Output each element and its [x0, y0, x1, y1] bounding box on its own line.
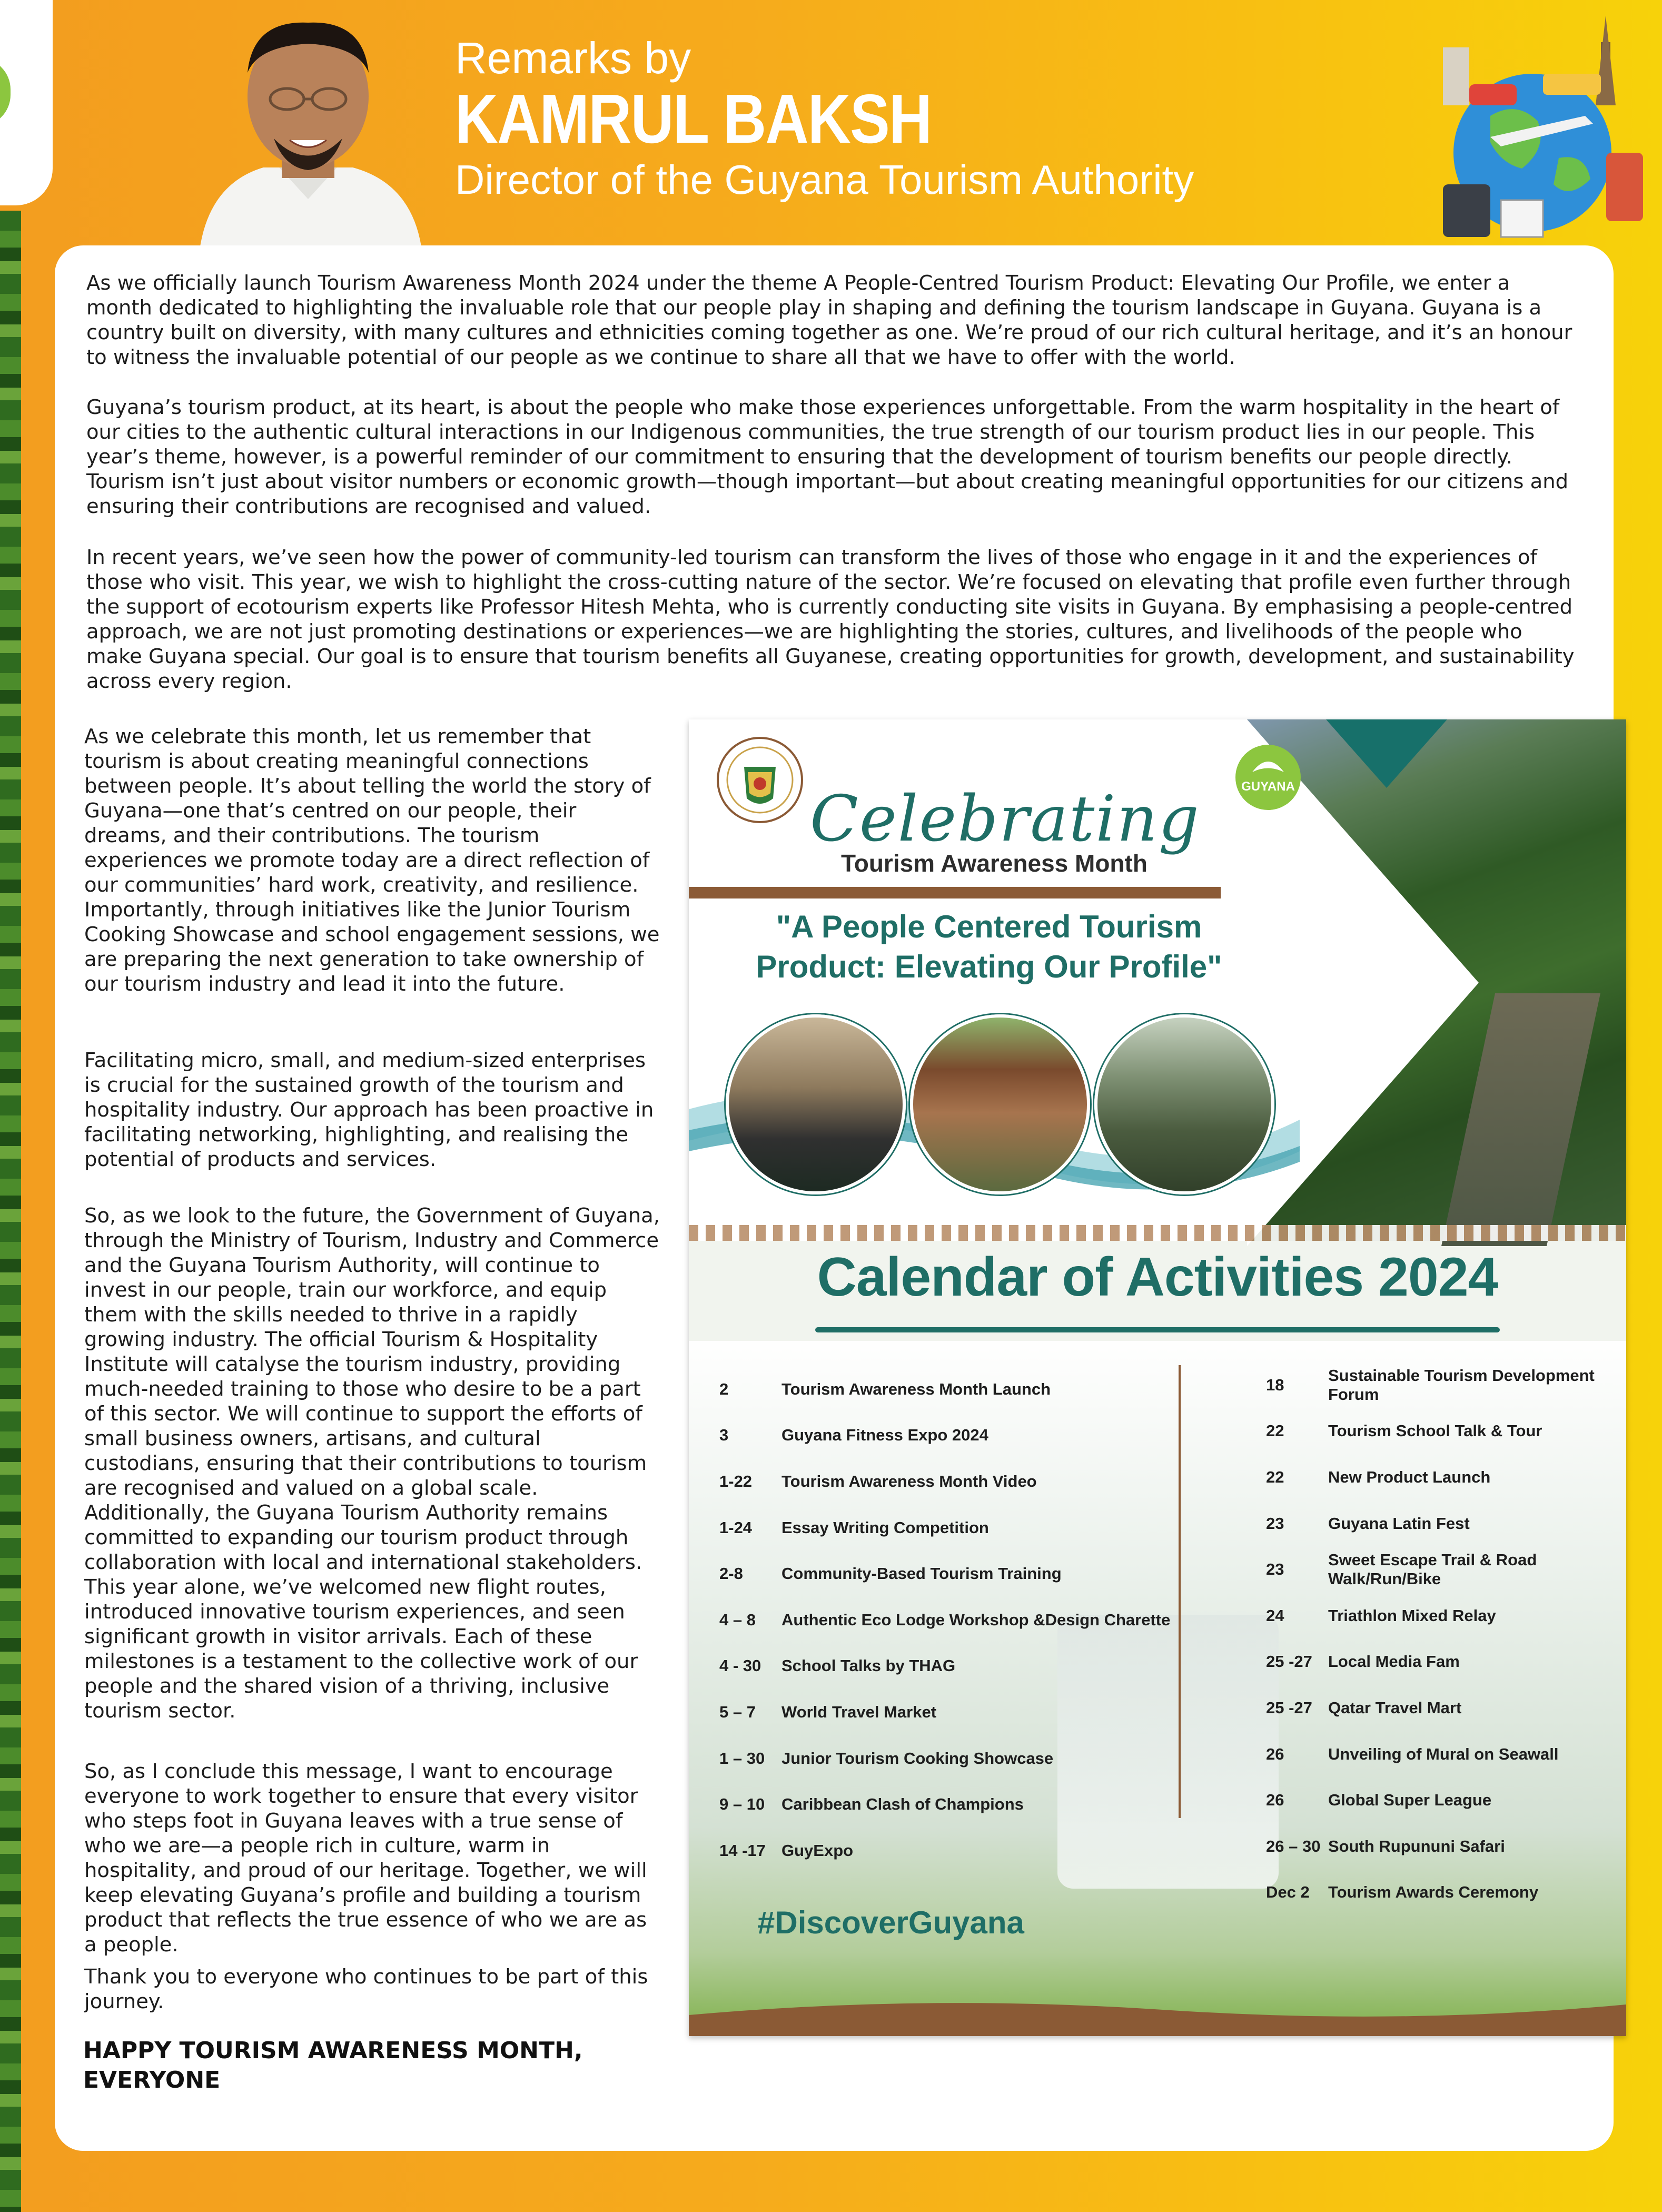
event-date: 9 – 10 [719, 1795, 765, 1814]
paragraph-thanks: Thank you to everyone who continues to be part of this journey. [84, 1965, 648, 2013]
event-name: Caribbean Clash of Champions [781, 1795, 1024, 1814]
event-name: Sweet Escape Trail & Road Walk/Run/Bike [1328, 1551, 1537, 1588]
calendar-row [1266, 1454, 1624, 1500]
event-date: Dec 2 [1266, 1883, 1310, 1902]
calendar-row [1266, 1823, 1624, 1870]
event-date: 4 - 30 [719, 1656, 761, 1675]
event-name: GuyExpo [781, 1841, 854, 1860]
teal-triangle [1326, 719, 1447, 788]
paragraph-product: Guyana’s tourism product, at its heart, is about the people who make those experiences unforgettable. From the warm hospitality in the heart of our cities to the authentic cultural interactions in our Indigenous communities, the true strength of our tourism product lies in our people. This year’s theme, however, is a powerful reminder of our commitment to ensuring that the development of tourism benefits our people directly. Tourism isn’t just about visitor numbers or economic growth—though important—but about creating meaningful opportunities for our citizens and ensuring their contributions are recognised and valued. [86, 396, 1569, 518]
event-name: School Talks by THAG [781, 1656, 956, 1675]
event-name: World Travel Market [781, 1702, 937, 1721]
calendar-title: Calendar of Activities 2024 [817, 1247, 1498, 1308]
event-name: Guyana Fitness Expo 2024 [781, 1426, 988, 1445]
travel-globe-illustration [1411, 11, 1654, 242]
calendar-row [719, 1643, 1172, 1690]
event-name: Tourism School Talk & Tour [1328, 1421, 1542, 1440]
remarks-label: Remarks by [455, 33, 691, 83]
calendar-row [1266, 1500, 1624, 1547]
event-name: Unveiling of Mural on Seawall [1328, 1744, 1559, 1763]
paragraph-conclude: So, as I conclude this message, I want to encourage everyone to work together to ensure that every visitor who steps foot in Guyana leaves with a true sense of who we are—a people rich in culture, warm in hospitality, and proud of our heritage. Together, we will keep elevating Guyana’s profile and building a tourism product that reflects the true essence of who we are as a people. [84, 1760, 647, 1957]
event-date: 1-22 [719, 1472, 753, 1490]
event-date: 5 – 7 [719, 1702, 756, 1721]
celebrating-script: Celebrating [810, 783, 1200, 856]
event-name: Global Super League [1328, 1791, 1492, 1810]
event-date: 2 [719, 1379, 729, 1398]
event-name: Junior Tourism Cooking Showcase [781, 1749, 1054, 1767]
event-name: Local Media Fam [1328, 1652, 1460, 1671]
calendar-row [1266, 1546, 1624, 1593]
calendar-row [1266, 1639, 1624, 1685]
event-date: 1 – 30 [719, 1749, 765, 1767]
event-date: 3 [719, 1426, 729, 1445]
closing-line: HAPPY TOURISM AWARENESS MONTH, EVERYONE [83, 2037, 583, 2094]
calendar-row [1266, 1870, 1624, 1916]
calendar-poster [689, 719, 1626, 2036]
event-date: 4 – 8 [719, 1610, 756, 1629]
event-name: South Rupununi Safari [1328, 1836, 1505, 1855]
speaker-name: KAMRUL BAKSH [455, 80, 932, 157]
calendar-row [719, 1597, 1172, 1643]
calendar-row [719, 1828, 1172, 1874]
event-name: Guyana Latin Fest [1328, 1514, 1470, 1533]
event-name: New Product Launch [1328, 1467, 1491, 1486]
event-date: 26 [1266, 1791, 1284, 1810]
guyana-logo-icon [1231, 740, 1305, 814]
poster-theme: "A People Centered Tourism Product: Elevating Our Profile" [756, 909, 1222, 984]
event-date: 2-8 [719, 1564, 743, 1583]
event-date: 25 -27 [1266, 1698, 1312, 1717]
event-name: Tourism Awareness Month Launch [781, 1379, 1051, 1398]
event-date: 26 – 30 [1266, 1836, 1321, 1855]
event-name: Qatar Travel Mart [1328, 1698, 1462, 1717]
svg-text:GUYANA: GUYANA [1241, 779, 1295, 794]
event-date: 23 [1266, 1560, 1284, 1579]
paragraph-msme: Facilitating micro, small, and medium-sized enterprises is crucial for the sustained growth of the tourism and hospitality industry. Our approach has been proactive in facilitating networking, highlighting, and realising the potential of products and services. [84, 1049, 654, 1171]
calendar-row [1266, 1362, 1624, 1408]
foliage-strip [0, 211, 21, 2212]
calendar-right-column [1266, 1362, 1624, 1915]
calendar-row [719, 1689, 1172, 1735]
title-underline [815, 1327, 1500, 1332]
event-date: 22 [1266, 1467, 1284, 1486]
paragraph-future: So, as we look to the future, the Government of Guyana, through the Ministry of Tourism, Industry and Commerce and the Guyana Tourism Authority, will continue to invest in our people, train our workforce, and equip them with the skills needed to thrive in a rapidly growing industry. The official Tourism & Hospitality Institute will catalyse the tourism industry, providing much-needed training to those who desire to be a part of this sector. We will continue to support the efforts of small business owners, artisans, and cultural custodians, ensuring that their contributions to tourism are recognised and valued on a global scale. Additionally, the Guyana Tourism Authority remains committed to expanding our tourism product through collaboration with local and international stakeholders. This year alone, we’ve welcomed new flight routes, introduced innovative tourism experiences, and seen significant growth in visitor arrivals. Each of these milestones is a testament to the collective work of our people and the shared vision of a thriving, inclusive tourism sector. [84, 1204, 660, 1723]
calendar-left-column [719, 1366, 1172, 1874]
brown-banner [689, 887, 1221, 898]
ministry-emblem-icon [715, 735, 805, 825]
calendar-row [719, 1413, 1172, 1459]
eco-lodge-photo [910, 1014, 1090, 1194]
calendar-row [719, 1551, 1172, 1597]
event-name: Sustainable Tourism Development Forum [1328, 1366, 1595, 1404]
event-name: Community-Based Tourism Training [781, 1564, 1062, 1583]
event-date: 24 [1266, 1606, 1284, 1625]
canopy-walkway-photo [1094, 1014, 1274, 1194]
portrait-photo [190, 9, 427, 246]
calendar-row [1266, 1777, 1624, 1823]
calendar-row [719, 1458, 1172, 1505]
event-name: Tourism Awareness Month Video [781, 1472, 1037, 1490]
awareness-month-subtitle: Tourism Awareness Month [841, 850, 1147, 877]
calendar-row [719, 1781, 1172, 1828]
group-photo [726, 1014, 906, 1194]
paragraph-community: In recent years, we’ve seen how the power of community-led tourism can transform the lives of those who engage in it and the experiences of those who visit. This year, we wish to highlight the cross-cutting nature of the sector. We’re focused on elevating that profile even further through the support of ecotourism experts like Professor Hitesh Mehta, who is currently conducting site visits in Guyana. By emphasising a people-centred approach, we are not just promoting destinations or experiences—we are highlighting the stories, cultures, and livelihoods of the people who make Guyana special. Our goal is to ensure that tourism benefits all Guyanese, creating opportunities for growth, development, and sustainability across every region. [86, 546, 1575, 693]
brown-wave-footer [689, 1994, 1626, 2036]
calendar-row [1266, 1593, 1624, 1639]
calendar-row [1266, 1731, 1624, 1777]
pattern-border [689, 1225, 1626, 1241]
event-name: Tourism Awards Ceremony [1328, 1883, 1539, 1902]
calendar-row [719, 1735, 1172, 1782]
calendar-row [1266, 1408, 1624, 1455]
event-date: 18 [1266, 1375, 1284, 1394]
calendar-row [1266, 1685, 1624, 1731]
paragraph-intro: As we officially launch Tourism Awareness Month 2024 under the theme A People-Centred Tourism Product: Elevating Our Profile, we enter a month dedicated to highlighting the invaluable role that our people play in shaping and defining the tourism landscape in Guyana. Guyana is a country built on diversity, with many cultures and ethnicities coming together as one. We’re proud of our rich cultural heritage, and it’s an honour to witness the invaluable potential of our people as we continue to share all that we have to offer with the world. [86, 271, 1572, 369]
hashtag: #DiscoverGuyana [757, 1905, 1024, 1940]
event-date: 1-24 [719, 1518, 753, 1537]
calendar-row [719, 1505, 1172, 1551]
event-date: 23 [1266, 1514, 1284, 1533]
event-date: 25 -27 [1266, 1652, 1312, 1671]
calendar-row [719, 1366, 1172, 1413]
event-name: Essay Writing Competition [781, 1518, 989, 1537]
event-name: Authentic Eco Lodge Workshop &Design Charette [781, 1610, 1171, 1629]
event-name: Triathlon Mixed Relay [1328, 1606, 1496, 1625]
paragraph-celebrate: As we celebrate this month, let us remember that tourism is about creating meaningful connections between people. It’s about telling the world the story of Guyana—one that’s centred on our people, their dreams, and their contributions. The tourism experiences we promote today are a direct reflection of our communities’ hard work, creativity, and resilience. Importantly, through initiatives like the Junior Tourism Cooking Showcase and school engagement sessions, we are preparing the next generation to take ownership of our tourism industry and lead it into the future. [84, 725, 660, 996]
speaker-role: Director of the Guyana Tourism Authority [455, 156, 1194, 203]
event-date: 22 [1266, 1421, 1284, 1440]
column-divider [1179, 1365, 1181, 1818]
event-date: 14 -17 [719, 1841, 766, 1860]
event-date: 26 [1266, 1744, 1284, 1763]
